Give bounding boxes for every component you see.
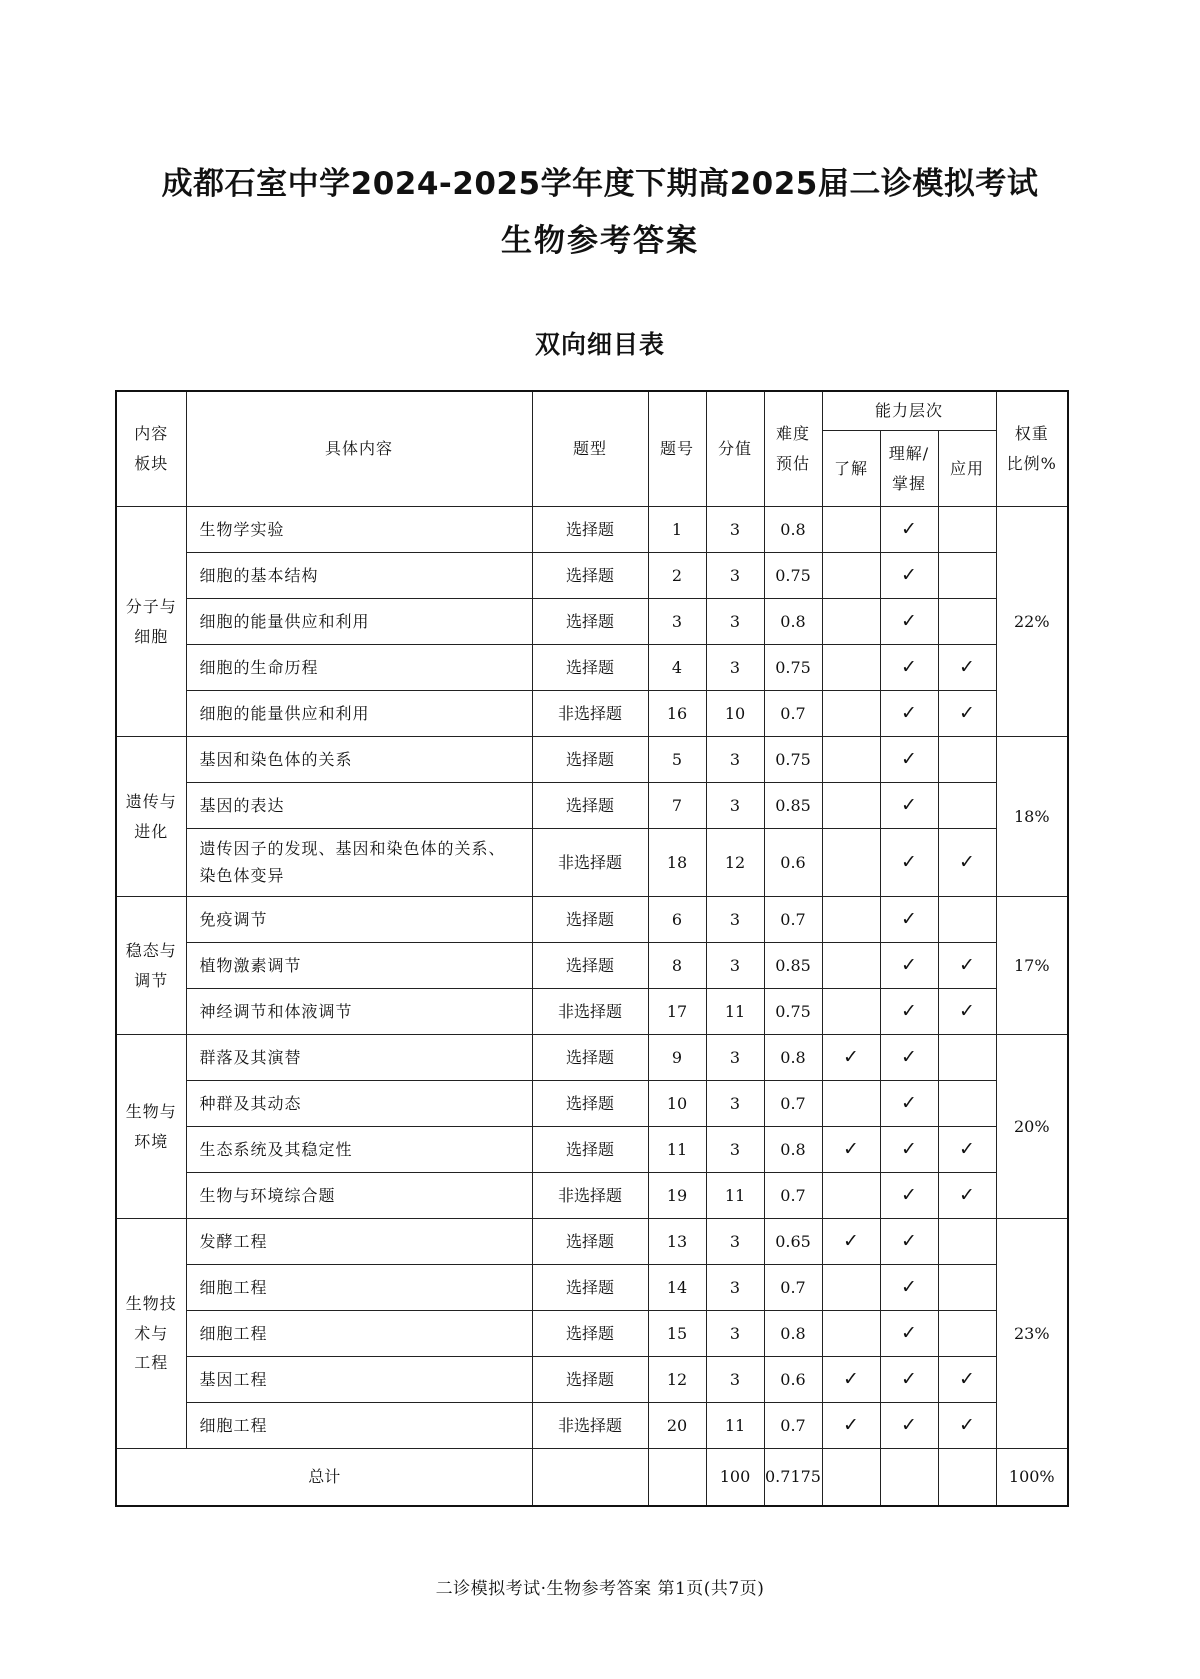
table-row xyxy=(116,829,1068,897)
number-cell: 12 xyxy=(648,1357,706,1403)
content-cell: 免疫调节 xyxy=(186,897,532,943)
number-cell: 2 xyxy=(648,553,706,599)
total-score: 100 xyxy=(706,1449,764,1507)
number-cell: 1 xyxy=(648,507,706,553)
number-cell: 4 xyxy=(648,645,706,691)
specification-table xyxy=(115,390,1069,1507)
type-cell: 选择题 xyxy=(532,507,648,553)
content-cell: 细胞工程 xyxy=(186,1403,532,1449)
section-name-line: 环境 xyxy=(134,1131,169,1151)
table-row xyxy=(116,1035,1068,1081)
level-apply-cell xyxy=(938,691,996,737)
type-cell: 选择题 xyxy=(532,1311,648,1357)
level-apply-cell xyxy=(938,1127,996,1173)
check-icon: ✓ xyxy=(959,851,975,874)
level-understand-cell xyxy=(880,829,938,897)
level-understand-cell xyxy=(880,645,938,691)
type-cell: 选择题 xyxy=(532,737,648,783)
table-row xyxy=(116,989,1068,1035)
score-cell: 3 xyxy=(706,783,764,829)
level-understand-cell xyxy=(880,553,938,599)
check-icon: ✓ xyxy=(901,1000,917,1023)
difficulty-cell: 0.8 xyxy=(764,1035,822,1081)
section-name-line: 稳态与 xyxy=(125,940,177,960)
difficulty-cell: 0.8 xyxy=(764,599,822,645)
score-cell: 3 xyxy=(706,737,764,783)
difficulty-cell: 0.7 xyxy=(764,1173,822,1219)
section-name-line: 分子与 xyxy=(125,596,177,616)
total-apply-cell xyxy=(938,1449,996,1507)
score-cell: 3 xyxy=(706,599,764,645)
weight-cell: 22% xyxy=(996,507,1068,737)
check-icon: ✓ xyxy=(901,656,917,679)
section-name-line: 工程 xyxy=(134,1353,169,1373)
level-know-cell xyxy=(822,989,880,1035)
check-icon: ✓ xyxy=(901,851,917,874)
number-cell: 13 xyxy=(648,1219,706,1265)
weight-cell: 23% xyxy=(996,1219,1068,1449)
section-name-line: 进化 xyxy=(134,821,169,841)
total-know-cell xyxy=(822,1449,880,1507)
table-row xyxy=(116,1219,1068,1265)
level-apply-cell xyxy=(938,1173,996,1219)
type-cell: 选择题 xyxy=(532,645,648,691)
difficulty-cell: 0.85 xyxy=(764,943,822,989)
check-icon: ✓ xyxy=(959,1184,975,1207)
header-row xyxy=(116,391,1068,431)
check-icon: ✓ xyxy=(901,1230,917,1253)
level-know-cell xyxy=(822,783,880,829)
content-cell: 种群及其动态 xyxy=(186,1081,532,1127)
check-icon: ✓ xyxy=(901,954,917,977)
number-cell: 9 xyxy=(648,1035,706,1081)
header-difficulty-line1: 难度 xyxy=(775,424,810,444)
header-ability: 能力层次 xyxy=(822,391,996,431)
level-understand-cell xyxy=(880,1127,938,1173)
weight-cell: 20% xyxy=(996,1035,1068,1219)
header-block-line2: 板块 xyxy=(134,454,169,473)
type-cell: 非选择题 xyxy=(532,989,648,1035)
section-name xyxy=(116,1035,186,1219)
check-icon: ✓ xyxy=(901,702,917,725)
check-icon: ✓ xyxy=(901,1276,917,1299)
number-cell: 7 xyxy=(648,783,706,829)
header-weight-line1: 权重 xyxy=(1014,424,1049,444)
level-know-cell xyxy=(822,1311,880,1357)
check-icon: ✓ xyxy=(901,794,917,817)
header-level-understand xyxy=(880,431,938,507)
level-know-cell xyxy=(822,1173,880,1219)
section-name xyxy=(116,1219,186,1449)
total-type-cell xyxy=(532,1449,648,1507)
level-understand-cell xyxy=(880,943,938,989)
level-know-cell xyxy=(822,691,880,737)
header-block-line1: 内容 xyxy=(134,424,169,444)
check-icon: ✓ xyxy=(901,1092,917,1115)
check-icon: ✓ xyxy=(901,1138,917,1161)
level-understand-cell xyxy=(880,691,938,737)
table-row xyxy=(116,1311,1068,1357)
header-level-apply: 应用 xyxy=(938,431,996,507)
table-title: 双向细目表 xyxy=(534,330,665,359)
score-cell: 3 xyxy=(706,1311,764,1357)
type-cell: 选择题 xyxy=(532,1219,648,1265)
number-cell: 19 xyxy=(648,1173,706,1219)
table-row xyxy=(116,1081,1068,1127)
type-cell: 选择题 xyxy=(532,1081,648,1127)
table-row xyxy=(116,1265,1068,1311)
level-apply-cell xyxy=(938,599,996,645)
check-icon: ✓ xyxy=(959,1000,975,1023)
number-cell: 18 xyxy=(648,829,706,897)
table-row xyxy=(116,1127,1068,1173)
difficulty-cell: 0.85 xyxy=(764,783,822,829)
check-icon: ✓ xyxy=(901,1184,917,1207)
content-cell: 群落及其演替 xyxy=(186,1035,532,1081)
difficulty-cell: 0.7 xyxy=(764,1081,822,1127)
number-cell: 10 xyxy=(648,1081,706,1127)
score-cell: 11 xyxy=(706,989,764,1035)
page-footer: 二诊模拟考试·生物参考答案 第1页(共7页) xyxy=(435,1579,765,1599)
header-level-understand-line2: 掌握 xyxy=(891,473,926,493)
difficulty-cell: 0.75 xyxy=(764,553,822,599)
header-difficulty-line2: 预估 xyxy=(775,454,810,473)
content-cell: 植物激素调节 xyxy=(186,943,532,989)
level-apply-cell xyxy=(938,1035,996,1081)
level-understand-cell xyxy=(880,897,938,943)
exam-title: 成都石室中学2024-2025学年度下期高2025届二诊模拟考试 xyxy=(161,166,1039,202)
type-cell: 非选择题 xyxy=(532,829,648,897)
table-row xyxy=(116,1173,1068,1219)
total-number-cell xyxy=(648,1449,706,1507)
total-difficulty: 0.7175 xyxy=(764,1449,822,1507)
level-understand-cell xyxy=(880,507,938,553)
check-icon: ✓ xyxy=(959,1414,975,1437)
type-cell: 非选择题 xyxy=(532,1403,648,1449)
content-cell: 细胞的生命历程 xyxy=(186,645,532,691)
type-cell: 选择题 xyxy=(532,1035,648,1081)
number-cell: 11 xyxy=(648,1127,706,1173)
table-row xyxy=(116,1403,1068,1449)
difficulty-cell: 0.75 xyxy=(764,645,822,691)
level-apply-cell xyxy=(938,1265,996,1311)
level-know-cell xyxy=(822,553,880,599)
level-understand-cell xyxy=(880,1035,938,1081)
check-icon: ✓ xyxy=(901,564,917,587)
section-name-line: 术与 xyxy=(134,1323,169,1343)
table-row xyxy=(116,507,1068,553)
number-cell: 14 xyxy=(648,1265,706,1311)
level-understand-cell xyxy=(880,599,938,645)
type-cell: 选择题 xyxy=(532,1127,648,1173)
weight-cell: 17% xyxy=(996,897,1068,1035)
difficulty-cell: 0.8 xyxy=(764,507,822,553)
number-cell: 15 xyxy=(648,1311,706,1357)
header-content: 具体内容 xyxy=(186,391,532,507)
level-understand-cell xyxy=(880,1311,938,1357)
header-weight xyxy=(996,391,1068,507)
number-cell: 6 xyxy=(648,897,706,943)
level-understand-cell xyxy=(880,1081,938,1127)
number-cell: 16 xyxy=(648,691,706,737)
check-icon: ✓ xyxy=(901,1414,917,1437)
level-apply-cell xyxy=(938,829,996,897)
header-number: 题号 xyxy=(648,391,706,507)
content-cell: 发酵工程 xyxy=(186,1219,532,1265)
level-know-cell xyxy=(822,829,880,897)
section-name-line: 遗传与 xyxy=(125,791,177,811)
check-icon: ✓ xyxy=(843,1414,859,1437)
table-row xyxy=(116,1357,1068,1403)
content-cell: 生态系统及其稳定性 xyxy=(186,1127,532,1173)
answer-title: 生物参考答案 xyxy=(501,223,699,259)
table-body xyxy=(116,391,1068,1506)
table-row xyxy=(116,737,1068,783)
score-cell: 12 xyxy=(706,829,764,897)
score-cell: 3 xyxy=(706,1357,764,1403)
level-understand-cell xyxy=(880,1173,938,1219)
level-know-cell xyxy=(822,1357,880,1403)
table-row xyxy=(116,691,1068,737)
check-icon: ✓ xyxy=(901,1368,917,1391)
difficulty-cell: 0.7 xyxy=(764,691,822,737)
difficulty-cell: 0.75 xyxy=(764,989,822,1035)
check-icon: ✓ xyxy=(843,1046,859,1069)
level-know-cell xyxy=(822,507,880,553)
number-cell: 20 xyxy=(648,1403,706,1449)
check-icon: ✓ xyxy=(901,1322,917,1345)
level-know-cell xyxy=(822,737,880,783)
header-score: 分值 xyxy=(706,391,764,507)
score-cell: 3 xyxy=(706,943,764,989)
header-difficulty xyxy=(764,391,822,507)
content-cell: 细胞工程 xyxy=(186,1265,532,1311)
score-cell: 11 xyxy=(706,1173,764,1219)
number-cell: 8 xyxy=(648,943,706,989)
level-apply-cell xyxy=(938,553,996,599)
level-apply-cell xyxy=(938,897,996,943)
type-cell: 选择题 xyxy=(532,553,648,599)
content-cell: 生物学实验 xyxy=(186,507,532,553)
difficulty-cell: 0.65 xyxy=(764,1219,822,1265)
content-cell: 生物与环境综合题 xyxy=(186,1173,532,1219)
level-apply-cell xyxy=(938,1403,996,1449)
level-understand-cell xyxy=(880,989,938,1035)
level-apply-cell xyxy=(938,989,996,1035)
difficulty-cell: 0.6 xyxy=(764,829,822,897)
level-know-cell xyxy=(822,599,880,645)
content-cell: 基因工程 xyxy=(186,1357,532,1403)
type-cell: 选择题 xyxy=(532,943,648,989)
check-icon: ✓ xyxy=(959,656,975,679)
check-icon: ✓ xyxy=(901,610,917,633)
score-cell: 10 xyxy=(706,691,764,737)
level-know-cell xyxy=(822,645,880,691)
content-cell: 细胞的能量供应和利用 xyxy=(186,599,532,645)
check-icon: ✓ xyxy=(959,702,975,725)
section-name-line: 调节 xyxy=(134,970,169,990)
table-row xyxy=(116,553,1068,599)
total-understand-cell xyxy=(880,1449,938,1507)
level-apply-cell xyxy=(938,1081,996,1127)
table-row xyxy=(116,645,1068,691)
score-cell: 3 xyxy=(706,507,764,553)
score-cell: 3 xyxy=(706,1219,764,1265)
level-apply-cell xyxy=(938,1357,996,1403)
score-cell: 3 xyxy=(706,645,764,691)
header-level-know: 了解 xyxy=(822,431,880,507)
header-type: 题型 xyxy=(532,391,648,507)
score-cell: 11 xyxy=(706,1403,764,1449)
level-apply-cell xyxy=(938,507,996,553)
level-apply-cell xyxy=(938,943,996,989)
difficulty-cell: 0.75 xyxy=(764,737,822,783)
content-cell: 细胞的能量供应和利用 xyxy=(186,691,532,737)
difficulty-cell: 0.7 xyxy=(764,1403,822,1449)
level-apply-cell xyxy=(938,1219,996,1265)
level-know-cell xyxy=(822,1081,880,1127)
check-icon: ✓ xyxy=(901,908,917,931)
level-apply-cell xyxy=(938,645,996,691)
check-icon: ✓ xyxy=(959,954,975,977)
content-cell: 细胞的基本结构 xyxy=(186,553,532,599)
check-icon: ✓ xyxy=(843,1138,859,1161)
section-name xyxy=(116,897,186,1035)
number-cell: 5 xyxy=(648,737,706,783)
level-understand-cell xyxy=(880,1403,938,1449)
table-row xyxy=(116,783,1068,829)
level-know-cell xyxy=(822,1035,880,1081)
check-icon: ✓ xyxy=(901,518,917,541)
type-cell: 选择题 xyxy=(532,1357,648,1403)
difficulty-cell: 0.6 xyxy=(764,1357,822,1403)
table-row xyxy=(116,897,1068,943)
table-row xyxy=(116,599,1068,645)
check-icon: ✓ xyxy=(959,1368,975,1391)
section-name xyxy=(116,737,186,897)
section-name-line: 细胞 xyxy=(134,626,169,646)
level-know-cell xyxy=(822,943,880,989)
score-cell: 3 xyxy=(706,1265,764,1311)
level-know-cell xyxy=(822,1127,880,1173)
type-cell: 非选择题 xyxy=(532,1173,648,1219)
level-understand-cell xyxy=(880,1265,938,1311)
score-cell: 3 xyxy=(706,1127,764,1173)
total-label: 总计 xyxy=(116,1449,532,1507)
difficulty-cell: 0.8 xyxy=(764,1127,822,1173)
check-icon: ✓ xyxy=(959,1138,975,1161)
type-cell: 非选择题 xyxy=(532,691,648,737)
check-icon: ✓ xyxy=(843,1368,859,1391)
level-apply-cell xyxy=(938,737,996,783)
content-cell: 基因和染色体的关系 xyxy=(186,737,532,783)
check-icon: ✓ xyxy=(843,1230,859,1253)
check-icon: ✓ xyxy=(901,748,917,771)
level-know-cell xyxy=(822,1219,880,1265)
number-cell: 17 xyxy=(648,989,706,1035)
header-weight-line2: 比例% xyxy=(1006,454,1057,473)
total-weight: 100% xyxy=(996,1449,1068,1507)
score-cell: 3 xyxy=(706,897,764,943)
section-name-line: 生物技 xyxy=(125,1294,177,1314)
level-understand-cell xyxy=(880,1219,938,1265)
section-name-line: 生物与 xyxy=(125,1101,177,1121)
total-row xyxy=(116,1449,1068,1507)
level-apply-cell xyxy=(938,1311,996,1357)
type-cell: 选择题 xyxy=(532,897,648,943)
type-cell: 选择题 xyxy=(532,599,648,645)
level-understand-cell xyxy=(880,737,938,783)
weight-cell: 18% xyxy=(996,737,1068,897)
level-understand-cell xyxy=(880,1357,938,1403)
type-cell: 选择题 xyxy=(532,1265,648,1311)
level-know-cell xyxy=(822,1403,880,1449)
level-know-cell xyxy=(822,1265,880,1311)
number-cell: 3 xyxy=(648,599,706,645)
content-cell: 基因的表达 xyxy=(186,783,532,829)
difficulty-cell: 0.7 xyxy=(764,1265,822,1311)
table-row xyxy=(116,943,1068,989)
section-name xyxy=(116,507,186,737)
score-cell: 3 xyxy=(706,1081,764,1127)
content-cell: 细胞工程 xyxy=(186,1311,532,1357)
score-cell: 3 xyxy=(706,1035,764,1081)
level-understand-cell xyxy=(880,783,938,829)
content-cell: 神经调节和体液调节 xyxy=(186,989,532,1035)
difficulty-cell: 0.8 xyxy=(764,1311,822,1357)
type-cell: 选择题 xyxy=(532,783,648,829)
header-level-understand-line1: 理解/ xyxy=(888,443,930,463)
check-icon: ✓ xyxy=(901,1046,917,1069)
level-apply-cell xyxy=(938,783,996,829)
difficulty-cell: 0.7 xyxy=(764,897,822,943)
level-know-cell xyxy=(822,897,880,943)
content-cell: 遗传因子的发现、基因和染色体的关系、染色体变异 xyxy=(186,829,532,897)
score-cell: 3 xyxy=(706,553,764,599)
header-block xyxy=(116,391,186,507)
